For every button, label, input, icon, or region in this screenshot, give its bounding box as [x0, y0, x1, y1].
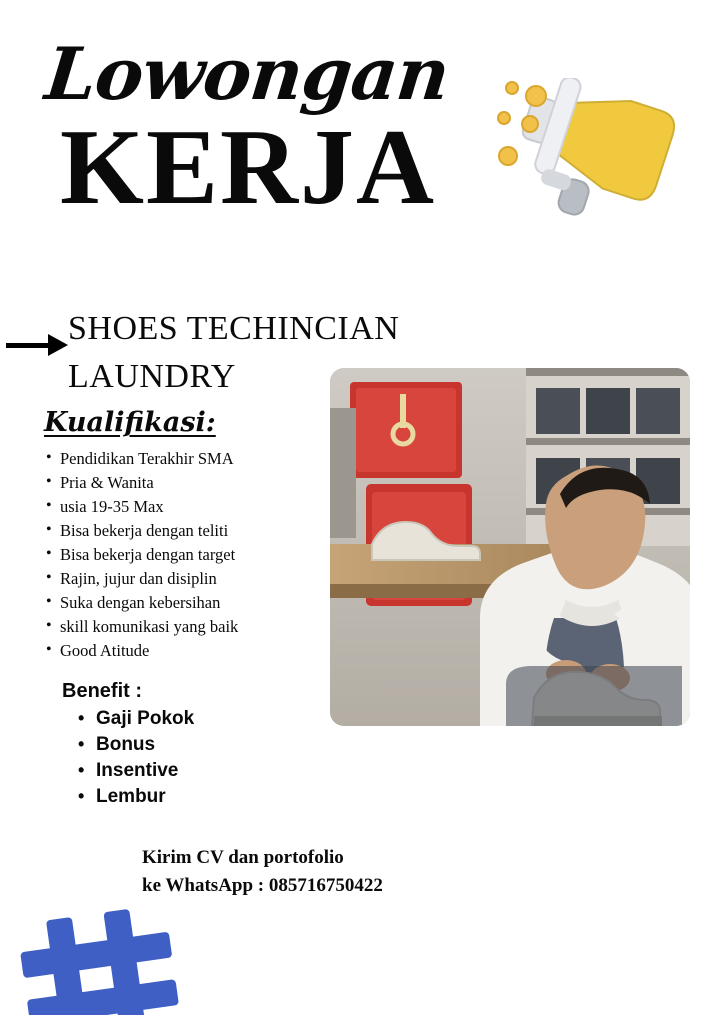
list-item: • Good Atitude [46, 639, 336, 663]
list-item: • Pria & Wanita [46, 471, 336, 495]
poster-title-line1: Lowongan [41, 31, 453, 116]
list-item: • Gaji Pokok [78, 706, 318, 732]
list-item: • Suka dengan kebersihan [46, 591, 336, 615]
contact-block [142, 844, 602, 900]
arrow-right-icon [6, 330, 70, 360]
arrow-head [48, 334, 68, 356]
poster-title-line2: KERJA [60, 108, 437, 227]
hashtag-icon [18, 905, 188, 1015]
list-item: • Bonus [78, 732, 318, 758]
benefit-heading: Benefit : [62, 680, 142, 702]
list-item: • Lembur [78, 784, 318, 810]
qualifications-heading: Kualifikasi: [44, 407, 216, 438]
list-item: • Bisa bekerja dengan teliti [46, 519, 336, 543]
qualifications-list [46, 447, 336, 663]
list-item: • usia 19-35 Max [46, 495, 336, 519]
list-item: • Pendidikan Terakhir SMA [46, 447, 336, 471]
list-item: • skill komunikasi yang baik [46, 615, 336, 639]
subtitle-line-1: SHOES TECHINCIAN [68, 310, 400, 347]
megaphone-icon [492, 78, 692, 248]
contact-line-1: Kirim CV dan portofolio [142, 847, 344, 868]
list-item: • Insentive [78, 758, 318, 784]
list-item: • Bisa bekerja dengan target [46, 543, 336, 567]
arrow-shaft [6, 343, 54, 348]
subtitle-line-2: LAUNDRY [68, 358, 236, 396]
worker-cleaning-shoe-photo [330, 368, 690, 726]
list-item: • Rajin, jujur dan disiplin [46, 567, 336, 591]
contact-line-2: ke WhatsApp : 085716750422 [142, 875, 383, 896]
benefits-list [78, 706, 318, 810]
